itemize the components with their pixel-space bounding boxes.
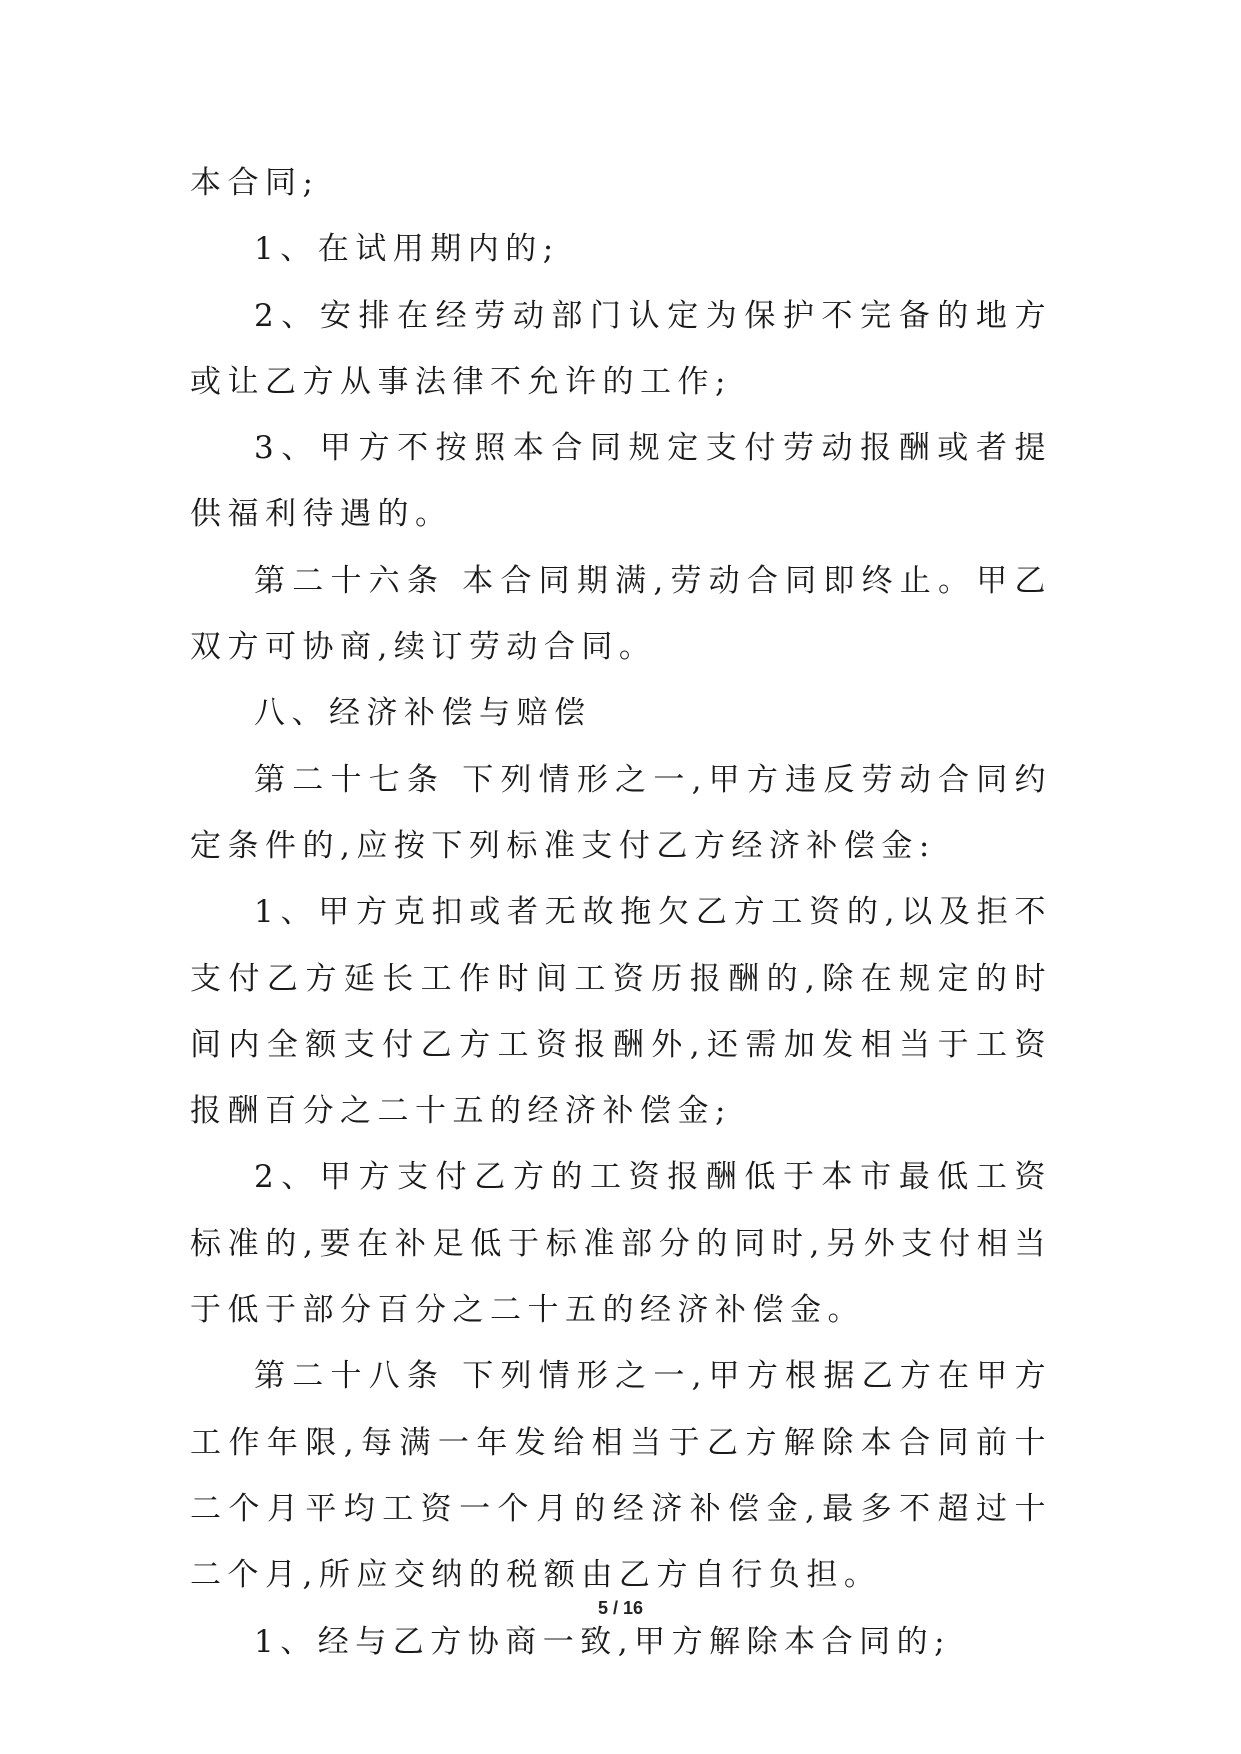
paragraph-item-3-unpaid-wages: 3、甲方不按照本合同规定支付劳动报酬或者提供福利待遇的。 <box>190 430 1052 533</box>
paragraph-item-2-unsafe-work: 2、安排在经劳动部门认定为保护不完备的地方或让乙方从事法律不允许的工作; <box>190 297 1052 400</box>
paragraph-item-1-probation: 1、在试用期内的; <box>254 231 560 268</box>
paragraph-article-27-item-2: 2、甲方支付乙方的工资报酬低于本市最低工资标准的,要在补足低于标准部分的同时,另外支付相当于低于部分百分之二十五的经济补偿金。 <box>190 1159 1052 1329</box>
paragraph-article-26: 第二十六条 本合同期满,劳动合同即终止。甲乙双方可协商,续订劳动合同。 <box>190 562 1052 666</box>
paragraph-contract-continuation: 本合同; <box>190 165 320 201</box>
paragraph-article-28-item-1: 1、经与乙方协商一致,甲方解除本合同的; <box>254 1623 952 1660</box>
paragraph-article-27: 第二十七条 下列情形之一,甲方违反劳动合同约定条件的,应按下列标准支付乙方经济补偿金: <box>190 761 1052 864</box>
page-number: 5 / 16 <box>597 1598 644 1618</box>
document-body <box>190 150 1052 1675</box>
paragraph-article-28: 第二十八条 下列情形之一,甲方根据乙方在甲方工作年限,每满一年发给相当于乙方解除本合同前十二个月平均工资一个月的经济补偿金,最多不超过十二个月,所应交纳的税额由乙方自行负担。 <box>190 1358 1052 1594</box>
paragraph-article-27-item-1: 1、甲方克扣或者无故拖欠乙方工资的,以及拒不支付乙方延长工作时间工资历报酬的,除在规定的时间内全额支付乙方工资报酬外,还需加发相当于工资报酬百分之二十五的经济补偿金; <box>190 894 1052 1130</box>
section-heading-compensation: 八、经济补偿与赔偿 <box>254 695 592 732</box>
